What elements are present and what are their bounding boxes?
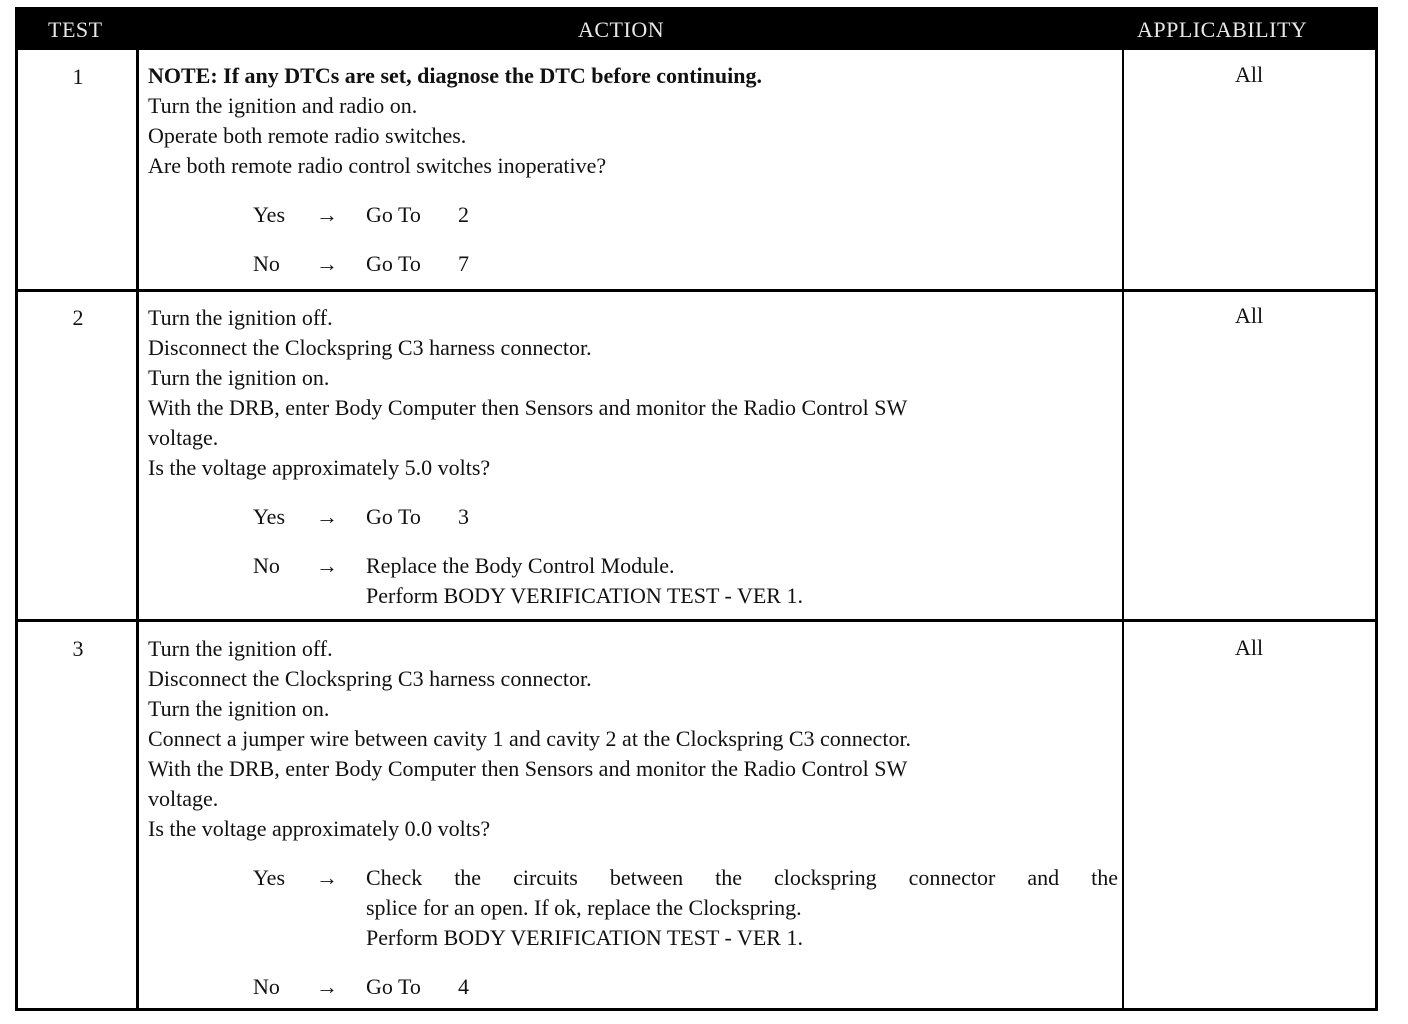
header-applicability: APPLICABILITY [1137,17,1308,42]
instruction-line: Turn the ignition and radio on. [148,93,418,118]
result-line: Perform BODY VERIFICATION TEST - VER 1. [366,583,803,608]
table-header [18,10,1375,50]
instruction-line: With the DRB, enter Body Computer then Sensors and monitor the Radio Control SW [148,756,908,781]
diagnostic-table [15,7,1378,1011]
arrow-icon: → [316,865,338,890]
yes-label: Yes [253,202,286,227]
applicability-value: All [1234,635,1264,660]
instruction-line: voltage. [148,786,219,811]
no-branch [148,972,1123,1002]
yes-label: Yes [253,865,286,890]
goto-number: 2 [458,202,469,227]
goto-label: Go To [366,251,421,276]
no-branch [148,249,1123,279]
yes-branch [148,502,1123,532]
row-divider [18,289,1375,292]
arrow-icon: → [316,202,338,227]
result-line: Perform BODY VERIFICATION TEST - VER 1. [366,925,803,950]
arrow-icon: → [316,251,338,276]
applicability-value: All [1234,303,1264,328]
goto-label: Go To [366,974,421,999]
instruction-line: Disconnect the Clockspring C3 harness connector. [148,335,592,360]
arrow-icon: → [316,553,338,578]
arrow-icon: → [316,504,338,529]
result-line: Check the circuits between the clockspring connector and the [366,865,1118,890]
yes-branch [148,863,1123,953]
instruction-line: Are both remote radio control switches inoperative? [148,153,607,178]
instruction-line: Is the voltage approximately 0.0 volts? [148,816,491,841]
no-label: No [253,553,280,578]
no-label: No [253,974,280,999]
instruction-line: Operate both remote radio switches. [148,123,467,148]
test-2-action [148,303,1123,611]
instruction-line: Turn the ignition off. [148,636,333,661]
test-3-action [148,634,1123,1002]
test-number: 2 [72,305,84,330]
instruction-line: Turn the ignition on. [148,365,330,390]
yes-label: Yes [253,504,286,529]
instruction-line: Turn the ignition on. [148,696,330,721]
note-text: NOTE: If any DTCs are set, diagnose the DTC before continuing. [148,63,762,88]
test-number: 1 [72,64,84,89]
row-divider [18,619,1375,622]
instruction-line: voltage. [148,425,219,450]
instruction-line: With the DRB, enter Body Computer then Sensors and monitor the Radio Control SW [148,395,908,420]
column-divider [136,50,139,1008]
goto-number: 4 [458,974,469,999]
goto-label: Go To [366,202,421,227]
header-action: ACTION [578,17,665,42]
arrow-icon: → [316,974,338,999]
no-result [366,551,1118,611]
applicability-value: All [1234,62,1264,87]
test-number: 3 [72,636,84,661]
no-branch [148,551,1123,611]
goto-number: 3 [458,504,469,529]
test-1-action [148,61,1123,279]
instruction-line: Disconnect the Clockspring C3 harness connector. [148,666,592,691]
goto-number: 7 [458,251,469,276]
result-line: splice for an open. If ok, replace the Clockspring. [366,895,802,920]
yes-branch [148,200,1123,230]
header-test: TEST [48,17,103,42]
yes-result [366,863,1118,953]
goto-label: Go To [366,504,421,529]
instruction-line: Turn the ignition off. [148,305,333,330]
result-line: Replace the Body Control Module. [366,553,675,578]
no-label: No [253,251,280,276]
instruction-line: Connect a jumper wire between cavity 1 and cavity 2 at the Clockspring C3 connector. [148,726,912,751]
instruction-line: Is the voltage approximately 5.0 volts? [148,455,491,480]
